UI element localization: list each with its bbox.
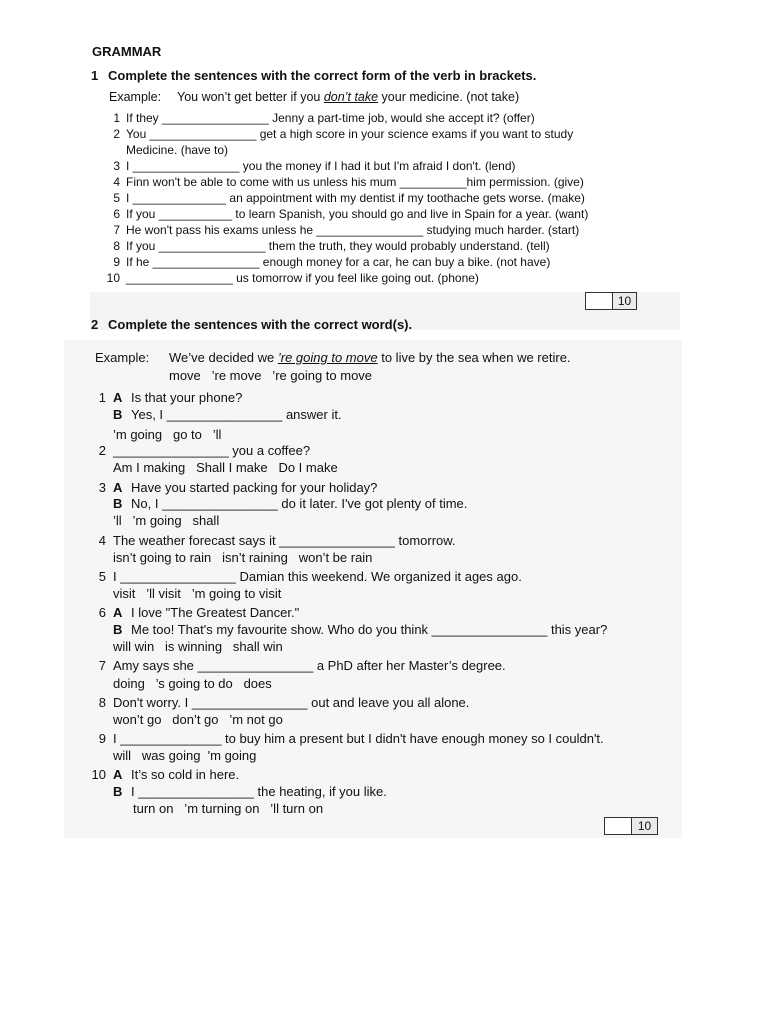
s1-item-text[interactable]: If you ________________ them the truth, they would probably understand. (tell) <box>126 239 550 253</box>
s2-text: I love "The Greatest Dancer." <box>131 605 300 620</box>
section2-heading-text: Complete the sentences with the correct word(s). <box>108 317 413 332</box>
example-pre: You won’t get better if you <box>177 90 324 104</box>
s2-item-number: 7 <box>98 658 106 673</box>
s2-text: It’s so cold in here. <box>131 767 240 782</box>
s1-item-number: 3 <box>113 159 120 173</box>
example-label: Example: <box>109 90 162 104</box>
section1-heading <box>91 68 536 83</box>
s2-item-number: 1 <box>98 390 106 405</box>
s2-options[interactable]: Am I making Shall I make Do I make <box>113 460 338 475</box>
speaker-b: B <box>113 784 123 799</box>
s2-options[interactable]: won’t go don’t go ’m not go <box>113 712 283 727</box>
s2-item-number: 4 <box>98 533 106 548</box>
s1-item <box>100 207 588 221</box>
s2-line-a <box>113 767 239 782</box>
example-post: your medicine. (not take) <box>378 90 520 104</box>
s2-item-number: 3 <box>98 480 106 495</box>
s1-item-number: 9 <box>113 255 120 269</box>
speaker-a: A <box>113 390 123 405</box>
s2-line-b <box>113 407 342 422</box>
s2-item-number: 8 <box>98 695 106 710</box>
score-total: 10 <box>632 818 657 834</box>
s2-item-number: 10 <box>91 767 106 782</box>
s2-line-a <box>113 480 377 495</box>
section2-example <box>95 350 571 365</box>
s1-item-text[interactable]: He won't pass his exams unless he ________________ studying much harder. (start) <box>126 223 580 237</box>
s1-item-number: 10 <box>106 271 120 285</box>
s2-text[interactable]: Me too! That's my favourite show. Who do you think ________________ this year? <box>131 622 608 637</box>
s2-options[interactable]: will win is winning shall win <box>113 639 283 654</box>
section2-heading <box>91 317 412 332</box>
s1-item-number: 6 <box>113 207 120 221</box>
s1-item-text[interactable]: You ________________ get a high score in your science exams if you want to study <box>126 127 574 141</box>
section1-number: 1 <box>91 68 99 83</box>
s1-item-text[interactable]: I ________________ you the money if I had it but I'm afraid I don't. (lend) <box>126 159 516 173</box>
s1-item-text[interactable]: If you ___________ to learn Spanish, you should go and live in Spain for a year. (want) <box>126 207 589 221</box>
s1-item-text[interactable]: I ______________ an appointment with my dentist if my toothache gets worse. (make) <box>126 191 585 205</box>
s2-line-a <box>113 605 299 620</box>
s2-item-number: 6 <box>98 605 106 620</box>
s2-text[interactable]: Yes, I ________________ answer it. <box>131 407 342 422</box>
example-label: Example: <box>95 350 150 365</box>
s1-item <box>100 111 535 125</box>
s1-item <box>100 191 585 205</box>
s1-item-number: 4 <box>113 175 120 189</box>
s2-line[interactable]: I ________________ Damian this weekend. We organized it ages ago. <box>113 569 522 584</box>
example-options: move ’re move ’re going to move <box>169 368 373 383</box>
s2-text[interactable]: I ________________ the heating, if you like. <box>131 784 387 799</box>
s1-item <box>100 127 573 141</box>
speaker-b: B <box>113 407 123 422</box>
s2-options[interactable]: turn on ’m turning on ’ll turn on <box>133 801 324 816</box>
s2-line-b <box>113 496 467 511</box>
section1-example <box>109 90 519 104</box>
s2-line[interactable]: Amy says she ________________ a PhD after her Master’s degree. <box>113 658 506 673</box>
s1-item-text[interactable]: Finn won't be able to come with us unless his mum __________him permission. (give) <box>126 175 584 189</box>
section1-score-box <box>585 292 637 310</box>
s1-item-text[interactable]: ________________ us tomorrow if you feel like going out. (phone) <box>126 271 479 285</box>
s2-line-b <box>113 784 387 799</box>
s2-line-a <box>113 390 242 405</box>
s2-text: Is that your phone? <box>131 390 243 405</box>
s2-options[interactable]: ’ll ’m going shall <box>113 513 220 528</box>
s2-item-number: 2 <box>98 443 106 458</box>
s1-item-number: 2 <box>113 127 120 141</box>
s2-line[interactable]: ________________ you a coffee? <box>113 443 311 458</box>
s1-item-number: 8 <box>113 239 120 253</box>
speaker-a: A <box>113 605 123 620</box>
section2-score-box <box>604 817 658 835</box>
s2-item-number: 5 <box>98 569 106 584</box>
s1-item <box>100 159 516 173</box>
example-post: to live by the sea when we retire. <box>377 350 571 365</box>
s1-item-text[interactable]: If they ________________ Jenny a part-time job, would she accept it? (offer) <box>126 111 535 125</box>
s1-item <box>100 175 584 189</box>
speaker-b: B <box>113 496 123 511</box>
score-input[interactable] <box>605 818 632 834</box>
s1-item <box>100 255 550 269</box>
page-title: GRAMMAR <box>92 44 162 59</box>
s1-item-number: 1 <box>113 111 120 125</box>
s2-line[interactable]: Don't worry. I ________________ out and leave you all alone. <box>113 695 470 710</box>
s1-item-continuation: Medicine. (have to) <box>126 143 229 157</box>
example-pre: We’ve decided we <box>169 350 278 365</box>
s1-item-number: 7 <box>113 223 120 237</box>
s1-item <box>100 239 550 253</box>
s2-text[interactable]: No, I ________________ do it later. I've got plenty of time. <box>131 496 468 511</box>
s2-line[interactable]: The weather forecast says it ________________ tomorrow. <box>113 533 456 548</box>
s2-options[interactable]: will was going 'm going <box>113 748 257 763</box>
score-total: 10 <box>613 293 636 309</box>
s1-item-number: 5 <box>113 191 120 205</box>
s2-line-b <box>113 622 607 637</box>
s2-options[interactable]: doing ’s going to do does <box>113 676 272 691</box>
s2-options[interactable]: isn’t going to rain isn’t raining won’t be rain <box>113 550 373 565</box>
example-answer: don’t take <box>323 90 379 104</box>
s1-item-text[interactable]: If he ________________ enough money for a car, he can buy a bike. (not have) <box>126 255 551 269</box>
s1-item <box>100 271 479 285</box>
speaker-a: A <box>113 767 123 782</box>
s2-line[interactable]: I ______________ to buy him a present but I didn't have enough money so I couldn't. <box>113 731 604 746</box>
speaker-a: A <box>113 480 123 495</box>
example-answer: ’re going to move <box>277 350 378 365</box>
s2-item-number: 9 <box>98 731 106 746</box>
speaker-b: B <box>113 622 123 637</box>
s2-options[interactable]: visit ’ll visit ’m going to visit <box>113 586 282 601</box>
score-input[interactable] <box>586 293 613 309</box>
s2-options[interactable]: ’m going go to ’ll <box>113 427 222 442</box>
section2-number: 2 <box>91 317 99 332</box>
section1-heading-text: Complete the sentences with the correct form of the verb in brackets. <box>108 68 537 83</box>
s2-text: Have you started packing for your holiday? <box>131 480 378 495</box>
s1-item <box>100 223 579 237</box>
